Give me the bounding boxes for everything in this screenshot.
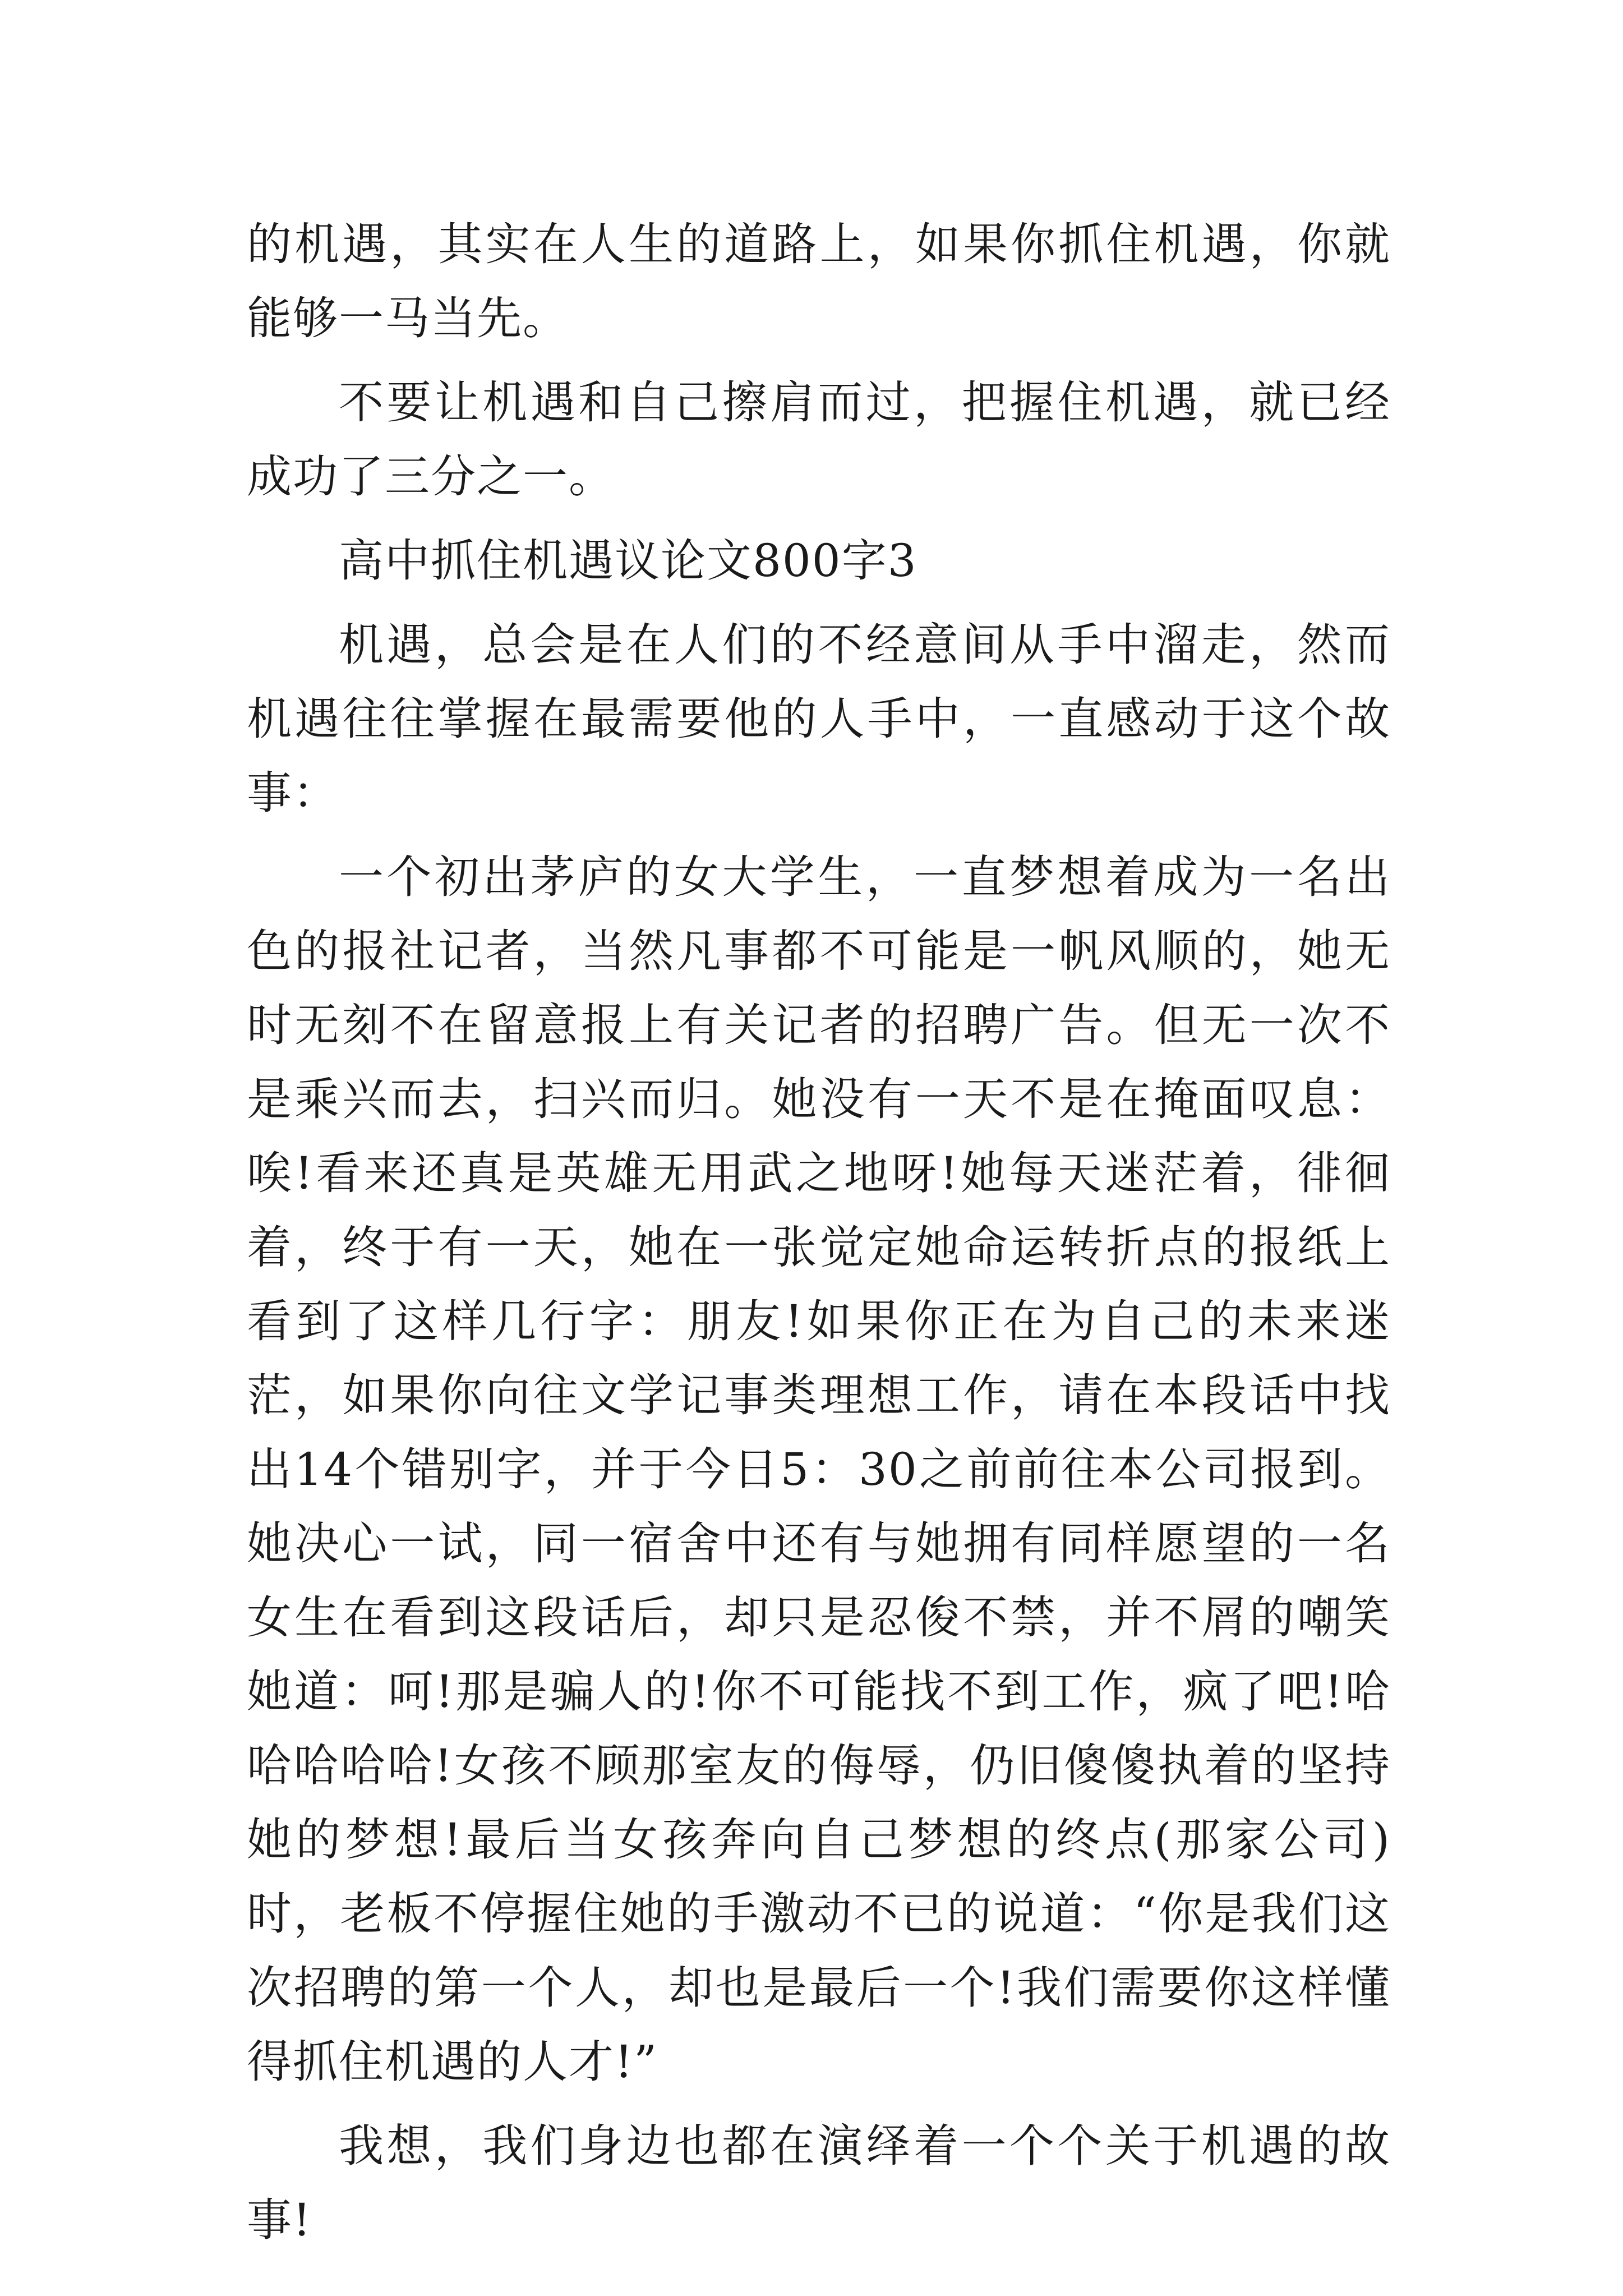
paragraph: 我想，我们身边也都在演绎着一个个关于机遇的故事! (247, 2120, 1391, 2246)
section-heading: 高中抓住机遇议论文800字3 (339, 535, 917, 587)
document-body (247, 208, 1391, 2257)
paragraph-continuation: 的机遇，其实在人生的道路上，如果你抓住机遇，你就能够一马当先。 (247, 218, 1391, 344)
paragraph: 一个初出茅庐的女大学生，一直梦想着成为一名出色的报社记者，当然凡事都不可能是一帆风顺的，她无时无刻不在留意报上有关记者的招聘广告。但无一次不是乘兴而去，扫兴而归。她没有一天不是在掩面叹息：唉!看来还真是英雄无用武之地呀!她每天迷茫着，徘徊着，终于有一天，她在一张觉定她命运转折点的报纸上看到了这样几行字：朋友!如果你正在为自己的未来迷茫，如果你向往文学记事类理想工作，请在本段话中找出14个错别字，并于今日5：30之前前往本公司报到。她决心一试，同一宿舍中还有与她拥有同样愿望的一名女生在看到这段话后，却只是忍俊不禁，并不屑的嘲笑她道：呵!那是骗人的!你不可能找不到工作，疯了吧!哈哈哈哈哈!女孩不顾那室友的侮辱，仍旧傻傻执着的坚持她的梦想!最后当女孩奔向自己梦想的终点(那家公司)时，老板不停握住她的手激动不已的说道：“你是我们这次招聘的第一个人，却也是最后一个!我们需要你这样懂得抓住机遇的人才!” (247, 851, 1391, 2088)
paragraph: 不要让机遇和自己擦肩而过，把握住机遇，就已经成功了三分之一。 (247, 376, 1391, 503)
paragraph: 机遇，总会是在人们的不经意间从手中溜走，然而机遇往往掌握在最需要他的人手中，一直感动于这个故事： (247, 619, 1391, 819)
